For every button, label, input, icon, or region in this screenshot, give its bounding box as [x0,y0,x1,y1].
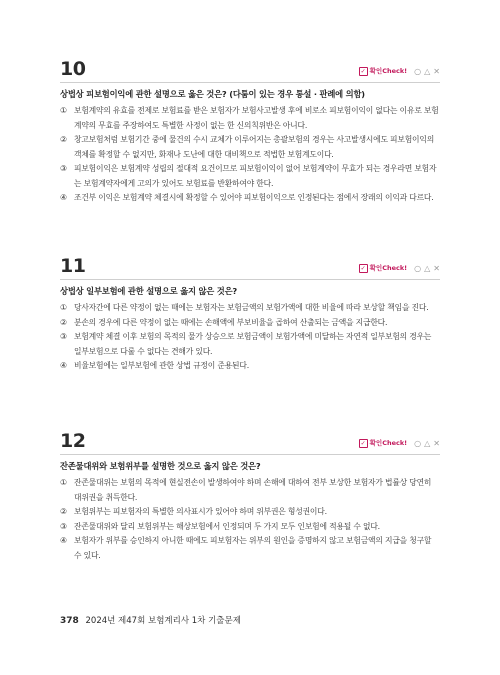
option-text: 조건부 이익은 보험계약 체결시에 확정할 수 있어야 피보험이익으로 인정된다는 점에서 장래의 이익과 다르다. [74,193,434,202]
option-1[interactable] [60,476,440,505]
option-text: 당사자간에 다른 약정이 없는 때에는 보험자는 보험금액의 보험가액에 대한 비율에 따라 보상할 책임을 진다. [74,303,429,312]
option-text: 창고보험처럼 보험기간 중에 물건의 수시 교체가 이루어지는 총괄보험의 경우는 사고발생시에도 피보험이익의 객체를 확정할 수 없지만, 화재나 도난에 대한 대비책으로 적법한 보험계도이다. [74,135,435,159]
divider [60,454,440,455]
circle-mark[interactable]: ○ [414,67,422,76]
option-2[interactable] [60,505,440,520]
option-number: ① [60,478,67,487]
option-number: ④ [60,361,67,370]
question-stem: 잔존물대위와 보험위부를 설명한 것으로 옳지 않은 것은? [60,461,261,471]
self-check-box [359,264,440,273]
self-check-box [359,439,440,448]
option-text: 보험자가 위부를 승인하지 아니한 때에도 피보험자는 위부의 원인을 증명하지 않고 보험금액의 지급을 청구할 수 있다. [74,536,432,560]
question-stem: 상법상 일부보험에 관한 설명으로 옳지 않은 것은? [60,286,238,296]
question-number: 12 [60,430,86,452]
option-4[interactable] [60,191,440,206]
option-number: ② [60,135,67,144]
circle-mark[interactable]: ○ [414,264,422,273]
checkbox-icon[interactable]: ✓ [360,440,366,447]
option-3[interactable] [60,162,440,191]
option-text: 보험계약의 유효를 전제로 보험료를 받은 보험자가 보험사고발생 후에 비로소 피보험이익이 없다는 이유로 보험계약의 무효를 주장하여도 특별한 사정이 없는 한 신의칙위반은 아니다. [74,106,439,130]
checkbox-icon[interactable]: ✓ [360,68,366,75]
check-label: 확인Check! [369,264,408,272]
triangle-mark[interactable]: △ [424,439,431,448]
option-3[interactable] [60,520,440,535]
option-2[interactable] [60,133,440,162]
option-number: ③ [60,521,67,531]
option-3[interactable] [60,330,440,359]
question-stem: 상법상 피보험이익에 관한 설명으로 옳은 것은? (다툼이 있는 경우 통설 · 판례에 의함) [60,89,365,99]
question-number: 11 [60,255,86,277]
option-list [60,104,440,206]
option-number: ① [60,106,67,115]
book-title: 2024년 제47회 보험계리사 1차 기출문제 [85,616,241,626]
option-1[interactable] [60,104,440,133]
page-footer [60,614,241,626]
option-number: ③ [60,332,67,341]
check-label: 확인Check! [369,67,408,75]
option-2[interactable] [60,316,440,331]
option-text: 잔존물대위는 보험의 목적에 현실전손이 발생하여야 하며 손해에 대하여 전부 보상한 보험자가 법률상 당연히 대위권을 취득한다. [74,478,432,502]
option-text: 분손의 경우에 다른 약정이 없는 때에는 손해액에 부보비율을 곱하여 산출되는 금액을 지급한다. [74,317,388,327]
circle-mark[interactable]: ○ [414,439,422,448]
question-number: 10 [60,58,86,80]
x-mark[interactable]: ✕ [433,264,440,273]
option-1[interactable] [60,301,440,316]
option-4[interactable] [60,359,440,374]
option-number: ④ [60,193,67,202]
option-number: ② [60,317,67,327]
option-text: 보험계약 체결 이후 보험의 목적의 물가 상승으로 보험금액이 보험가액에 미달하는 자연적 일부보험의 경우는 일부보험으로 다룰 수 없다는 견해가 있다. [74,332,432,356]
check-label: 확인Check! [369,439,408,447]
option-number: ① [60,303,67,312]
option-list [60,301,440,374]
option-4[interactable] [60,534,440,563]
triangle-mark[interactable]: △ [424,264,431,273]
option-text: 피보험이익은 보험계약 성립의 절대적 요건이므로 피보험이익이 없어 보험계약이 무효가 되는 경우라면 보험자는 보험계약자에게 고의가 있어도 보험료를 반환하여야 한다. [74,164,437,188]
option-text: 비율보험에는 일부보험에 관한 상법 규정이 준용된다. [74,361,249,370]
self-check-box [359,67,440,76]
x-mark[interactable]: ✕ [433,439,440,448]
page-number: 378 [60,616,79,626]
option-text: 보험위부는 피보험자의 특별한 의사표시가 있어야 하며 위부권은 형성권이다. [74,507,327,516]
option-list [60,476,440,563]
divider [60,82,440,83]
option-number: ③ [60,164,67,173]
option-number: ④ [60,536,67,545]
x-mark[interactable]: ✕ [433,67,440,76]
option-number: ② [60,507,67,516]
checkbox-icon[interactable]: ✓ [360,265,366,272]
triangle-mark[interactable]: △ [424,67,431,76]
divider [60,279,440,280]
option-text: 잔존물대위와 달리 보험위부는 해상보험에서 인정되며 두 가지 모두 인보험에 적용될 수 없다. [74,521,380,531]
